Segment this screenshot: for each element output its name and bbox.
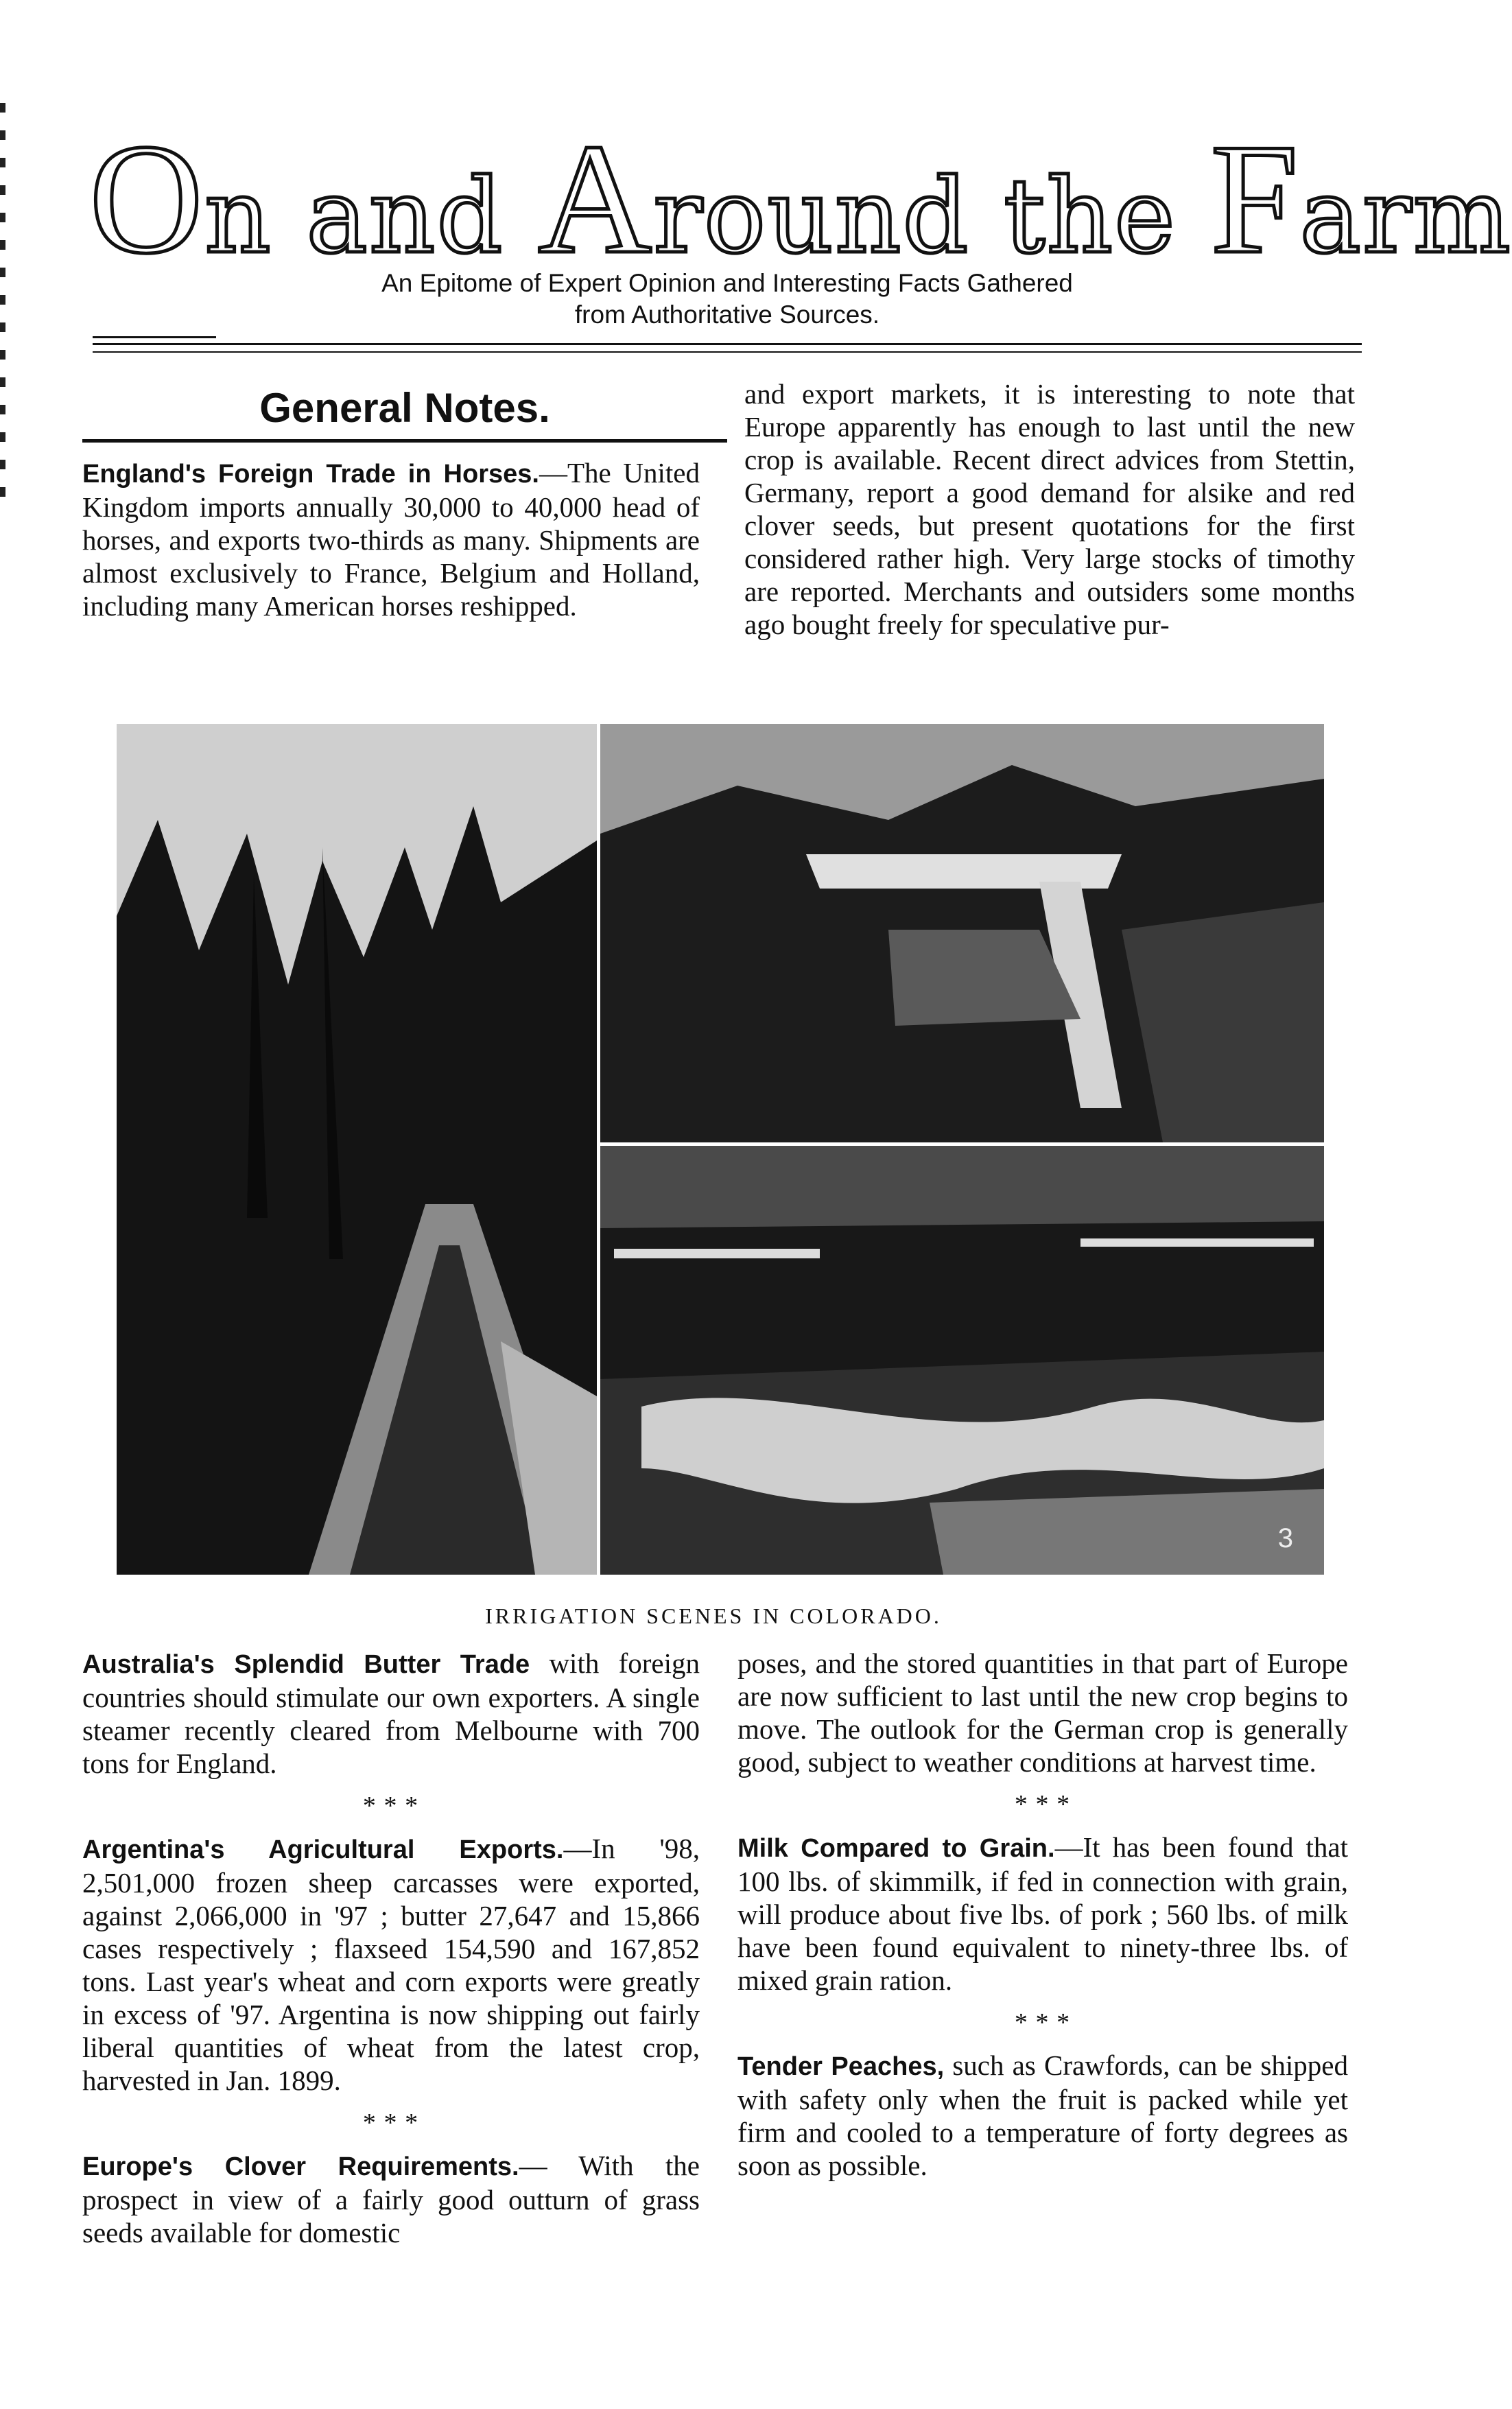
right-column-bottom — [737, 1647, 1348, 2182]
article-butter-head: Australia's Splendid Butter Trade — [82, 1650, 530, 1679]
photo-dam-weir-drawing — [600, 724, 1324, 1142]
article-clover-head: Europe's Clover Requirements. — [82, 2152, 519, 2181]
section-title-rule — [82, 439, 727, 443]
right-column-top — [744, 377, 1355, 641]
article-argentina-body: —In '98, 2,501,000 frozen sheep carcasses were exported, against 2,066,000 in '97 ; butter 27,647 and 15,866 cases respectively ; flaxseed 154,590 and 167,852 tons. Last year's wheat and corn exports were greatly in excess of '97. Argentina is now shipping out fairly liberal quantities of wheat from the latest crop, harvested in Jan. 1899. — [82, 1833, 700, 2096]
article-argentina-head: Argentina's Agricultural Exports. — [82, 1835, 564, 1864]
left-column-bottom — [82, 1647, 700, 2249]
article-milk-body: —It has been found that 100 lbs. of skimmilk, if fed in connection with grain, will produce about five lbs. of pork ; 560 lbs. of milk have been found equivalent to ninety-three lbs. of mixed grain ration. — [737, 1831, 1349, 1996]
plate-number: 3 — [1277, 1523, 1293, 1553]
article-horses-head: England's Foreign Trade in Horses. — [82, 460, 539, 489]
article-horses — [82, 456, 700, 622]
article-clover-body: — With the prospect in view of a fairly good outturn of grass seeds available for domestic — [82, 2150, 700, 2248]
left-column-top — [82, 456, 700, 622]
article-butter — [82, 1647, 700, 1780]
article-milk — [737, 1831, 1348, 1997]
header-rule-short — [93, 336, 216, 338]
article-peaches-head: Tender Peaches, — [737, 2052, 945, 2081]
article-peaches — [737, 2049, 1348, 2182]
header-rule-top — [93, 343, 1362, 345]
separator-asterisks-2: * * * — [362, 2108, 420, 2137]
masthead-word-round-the: round the — [653, 157, 1211, 277]
photo-river-bridge-drawing — [600, 1146, 1324, 1575]
masthead-subtitle — [226, 268, 1228, 331]
subtitle-line-1: An Epitome of Expert Opinion and Interesting Facts Gathered — [381, 269, 1073, 297]
article-milk-head: Milk Compared to Grain. — [737, 1834, 1055, 1863]
masthead-word-on-and: n and — [204, 157, 539, 277]
header-rule-bottom — [93, 351, 1362, 353]
article-butter-body: with foreign countries should stimulate our own exporters. A single steamer recently cleared from Melbourne with 700 tons for England. — [82, 1647, 700, 1779]
article-argentina — [82, 1832, 700, 2097]
masthead-initial-o: O — [89, 111, 205, 286]
photo-irrigation-river-bridge — [600, 1146, 1324, 1575]
separator-asterisks-1: * * * — [362, 1791, 420, 1820]
masthead-initial-a: A — [538, 111, 654, 286]
masthead-word-arm: arm — [1299, 157, 1512, 277]
subtitle-line-2: from Authoritative Sources. — [574, 301, 880, 329]
article-clover-continued-bottom: poses, and the stored quantities in that part of Europe are now sufficient to last until the new crop begins to move. The outlook for the German crop is generally good, subject to weather conditions at harvest time. — [737, 1647, 1348, 1778]
article-clover-continued-top: and export markets, it is interesting to note that Europe apparently has enough to last until the new crop is available. Recent direct advices from Stettin, Germany, report a good demand for alsike and red clover seeds, but present quotations for the first considered rather high. Very large stocks of timothy are reported. Merchants and outsiders some months ago bought freely for speculative pur- — [744, 378, 1355, 640]
article-peaches-body: such as Crawfords, can be shipped with safety only when the fruit is packed while yet firm and cooled to a temperature of forty degrees as soon as possible. — [737, 2049, 1349, 2181]
photo-irrigation-dam-weir — [600, 724, 1324, 1142]
page-edge-mark — [0, 103, 5, 515]
separator-asterisks-4: * * * — [1014, 2008, 1072, 2037]
photo-forest-canal-drawing — [117, 724, 597, 1575]
article-clover — [82, 2149, 700, 2249]
masthead-initial-f: F — [1210, 111, 1300, 286]
section-title: General Notes. — [259, 385, 550, 431]
separator-asterisks-3: * * * — [1014, 1790, 1072, 1819]
figure-caption: IRRIGATION SCENES IN COLORADO. — [485, 1603, 942, 1628]
article-horses-body: —The United Kingdom imports annually 30,000 to 40,000 head of horses, and exports two-thirds as many. Shipments are almost exclusively to France, Belgium and Holland, including many American horses reshipped. — [82, 457, 700, 622]
photo-irrigation-forest-canal — [117, 724, 597, 1575]
